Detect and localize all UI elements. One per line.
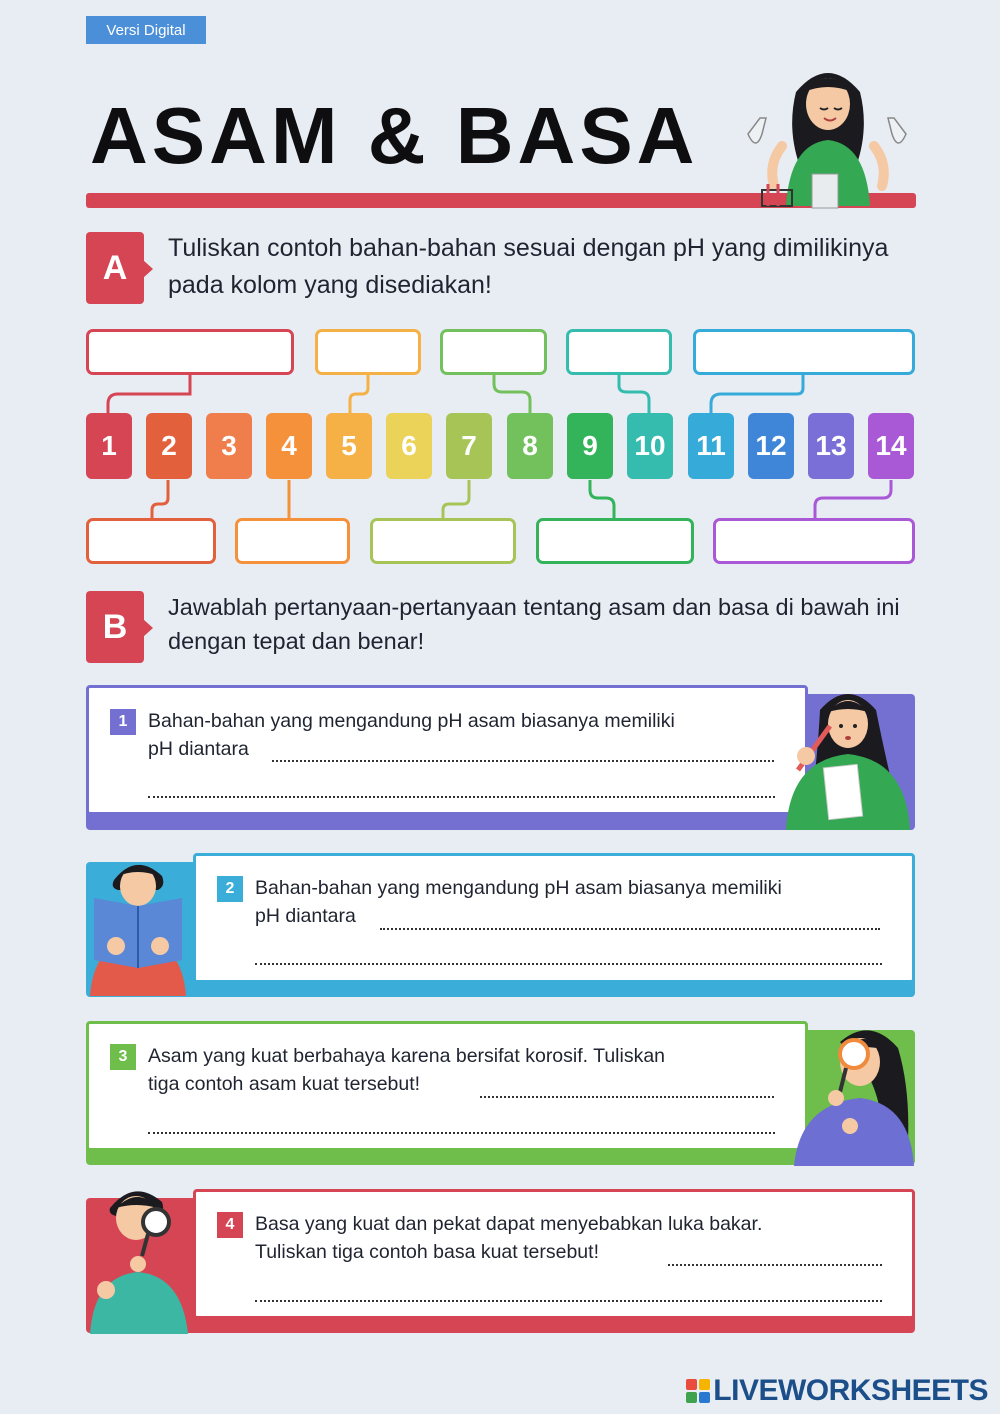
question-4-number: 4	[217, 1212, 243, 1238]
question-1-text-line1: Bahan-bahan yang mengandung pH asam biasanya memiliki	[148, 710, 675, 732]
answer-box-bottom-2[interactable]	[235, 518, 350, 564]
section-a-badge: A	[86, 232, 144, 304]
section-a-instruction: Tuliskan contoh bahan-bahan sesuai dengan pH yang dimilikinya pada kolom yang disediakan!	[168, 234, 889, 299]
ph-5: 5	[326, 413, 372, 479]
ph-1: 1	[86, 413, 132, 479]
liveworksheets-logo	[686, 1374, 988, 1408]
brand-name: LIVEWORKSHEETS	[713, 1374, 988, 1407]
question-2-number: 2	[217, 876, 243, 902]
question-1-text-line2: pH diantara	[148, 738, 249, 760]
student-pencil-illustration	[784, 686, 910, 830]
ph-6: 6	[386, 413, 432, 479]
answer-box-top-1[interactable]	[86, 329, 294, 375]
question-3-text-line1: Asam yang kuat berbahaya karena bersifat korosif. Tuliskan	[148, 1045, 666, 1067]
student-boy-magnifier-illustration	[86, 1178, 198, 1334]
student-reading-illustration	[86, 850, 196, 996]
ph-8: 8	[507, 413, 553, 479]
ph-3: 3	[206, 413, 252, 479]
question-3-answer-line-2[interactable]	[148, 1132, 775, 1134]
question-4-text-line1: Basa yang kuat dan pekat dapat menyebabkan luka bakar.	[255, 1213, 763, 1235]
ph-4: 4	[266, 413, 312, 479]
ph-11: 11	[688, 413, 734, 479]
question-2-text-line2: pH diantara	[255, 905, 356, 927]
page-title: ASAM & BASA	[90, 91, 699, 180]
question-3-text-line2: tiga contoh asam kuat tersebut!	[148, 1073, 421, 1095]
version-tag: Versi Digital	[86, 16, 206, 44]
answer-box-bottom-4[interactable]	[536, 518, 694, 564]
question-4-answer-line-2[interactable]	[255, 1300, 882, 1302]
ph-9: 9	[567, 413, 613, 479]
answer-box-top-5[interactable]	[693, 329, 915, 375]
answer-box-top-2[interactable]	[315, 329, 421, 375]
answer-box-bottom-5[interactable]	[713, 518, 915, 564]
section-b-badge: B	[86, 591, 144, 663]
answer-box-top-4[interactable]	[566, 329, 672, 375]
ph-13: 13	[808, 413, 854, 479]
question-3-number: 3	[110, 1044, 136, 1070]
question-4-text-line2: Tuliskan tiga contoh basa kuat tersebut!	[255, 1241, 599, 1263]
question-4-answer-line-1[interactable]	[668, 1264, 882, 1266]
scientist-illustration	[738, 56, 918, 210]
question-3-answer-line-1[interactable]	[480, 1096, 774, 1098]
question-1-answer-line-2[interactable]	[148, 796, 775, 798]
ph-12: 12	[748, 413, 794, 479]
answer-box-top-3[interactable]	[440, 329, 547, 375]
question-1-number: 1	[110, 709, 136, 735]
question-2-text-line1: Bahan-bahan yang mengandung pH asam biasanya memiliki	[255, 877, 782, 899]
ph-14: 14	[868, 413, 914, 479]
student-magnifier-illustration	[790, 1022, 914, 1166]
answer-box-bottom-3[interactable]	[370, 518, 516, 564]
ph-2: 2	[146, 413, 192, 479]
question-2-answer-line-2[interactable]	[255, 963, 882, 965]
answer-box-bottom-1[interactable]	[86, 518, 216, 564]
ph-10: 10	[627, 413, 673, 479]
brand-grid-icon	[686, 1379, 710, 1403]
section-b-instruction: Jawablah pertanyaan-pertanyaan tentang asam dan basa di bawah ini dengan tepat dan benar!	[168, 594, 900, 654]
question-2-answer-line-1[interactable]	[380, 928, 880, 930]
ph-7: 7	[446, 413, 492, 479]
question-1-answer-line-1[interactable]	[272, 760, 774, 762]
